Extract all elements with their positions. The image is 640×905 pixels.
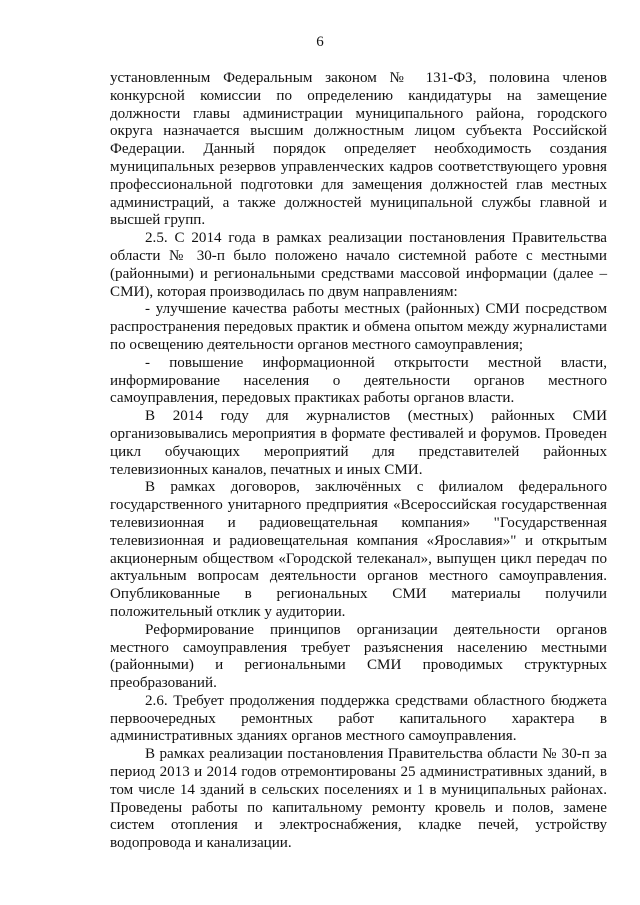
page-number: 6 — [316, 34, 324, 50]
list-item-openness: - повышение информационной открытости местной власти, информирование населения о деятельности органов местного самоуправления, передовых практиках работы органов власти. — [110, 354, 607, 407]
list-item-media-quality: - улучшение качества работы местных (районных) СМИ посредством распространения передовых практик и обмена опытом между журналистами по освещению деятельности органов местного самоуправления; — [110, 301, 607, 353]
paragraph-tv-contracts: В рамках договоров, заключённых с филиалом федерального государственного унитарного предприятия «Всероссийская государственная телевизионная и радиовещательная компания» "Государственная телевизионная и радиовещательная компания «Ярославия»" и открытым акционерным обществом «Городской телеканал», выпущен цикл передач по актуальным вопросам деятельности органов местного самоуправления. Опубликованные в региональных СМИ материалы получили положительный отклик у аудитории. — [110, 479, 607, 620]
paragraph-repair-support: 2.6. Требует продолжения поддержка средствами областного бюджета первоочередных ремонтных работ капитального характера в административных зданиях органов местного самоуправления. — [110, 692, 607, 745]
document-body — [110, 70, 607, 853]
paragraph-journalist-events: В 2014 году для журналистов (местных) районных СМИ организовывались мероприятия в формате фестивалей и форумов. Проведен цикл обучающих мероприятий для представителей районных телевизионных каналов, печатных и иных СМИ. — [110, 408, 607, 478]
paragraph-reform: Реформирование принципов организации деятельности органов местного самоуправления требует разъяснения населению местными (районными) и региональными СМИ проводимых структурных преобразований. — [110, 621, 607, 692]
paragraph-media-work: 2.5. С 2014 года в рамках реализации постановления Правительства области № 30-п было положено начало системной работе с местными (районными) и региональными средствами массовой информации (далее – СМИ), которая производилась по двум направлениям: — [110, 230, 607, 300]
paragraph-cadre-reserve: установленным Федеральным законом № 131-ФЗ, половина членов конкурсной комиссии по определению кандидатуры на замещение должности главы администрации муниципального района, городского округа назначается высшим должностным лицом субъекта Российской Федерации. Данный порядок определяет необходимость создания муниципальных резервов управленческих кадров соответствующего уровня профессиональной подготовки для замещения должностей глав местных администраций, а также должностей муниципальной службы главной и высшей групп. — [110, 70, 607, 229]
paragraph-repair-results: В рамках реализации постановления Правительства области № 30-п за период 2013 и 2014 годов отремонтированы 25 административных зданий, в том числе 14 зданий в сельских поселениях и 1 в муниципальных районах. Проведены работы по капитальному ремонту кровель и полов, замене систем отопления и электроснабжения, кладке печей, устройству водопровода и канализации. — [110, 746, 607, 852]
